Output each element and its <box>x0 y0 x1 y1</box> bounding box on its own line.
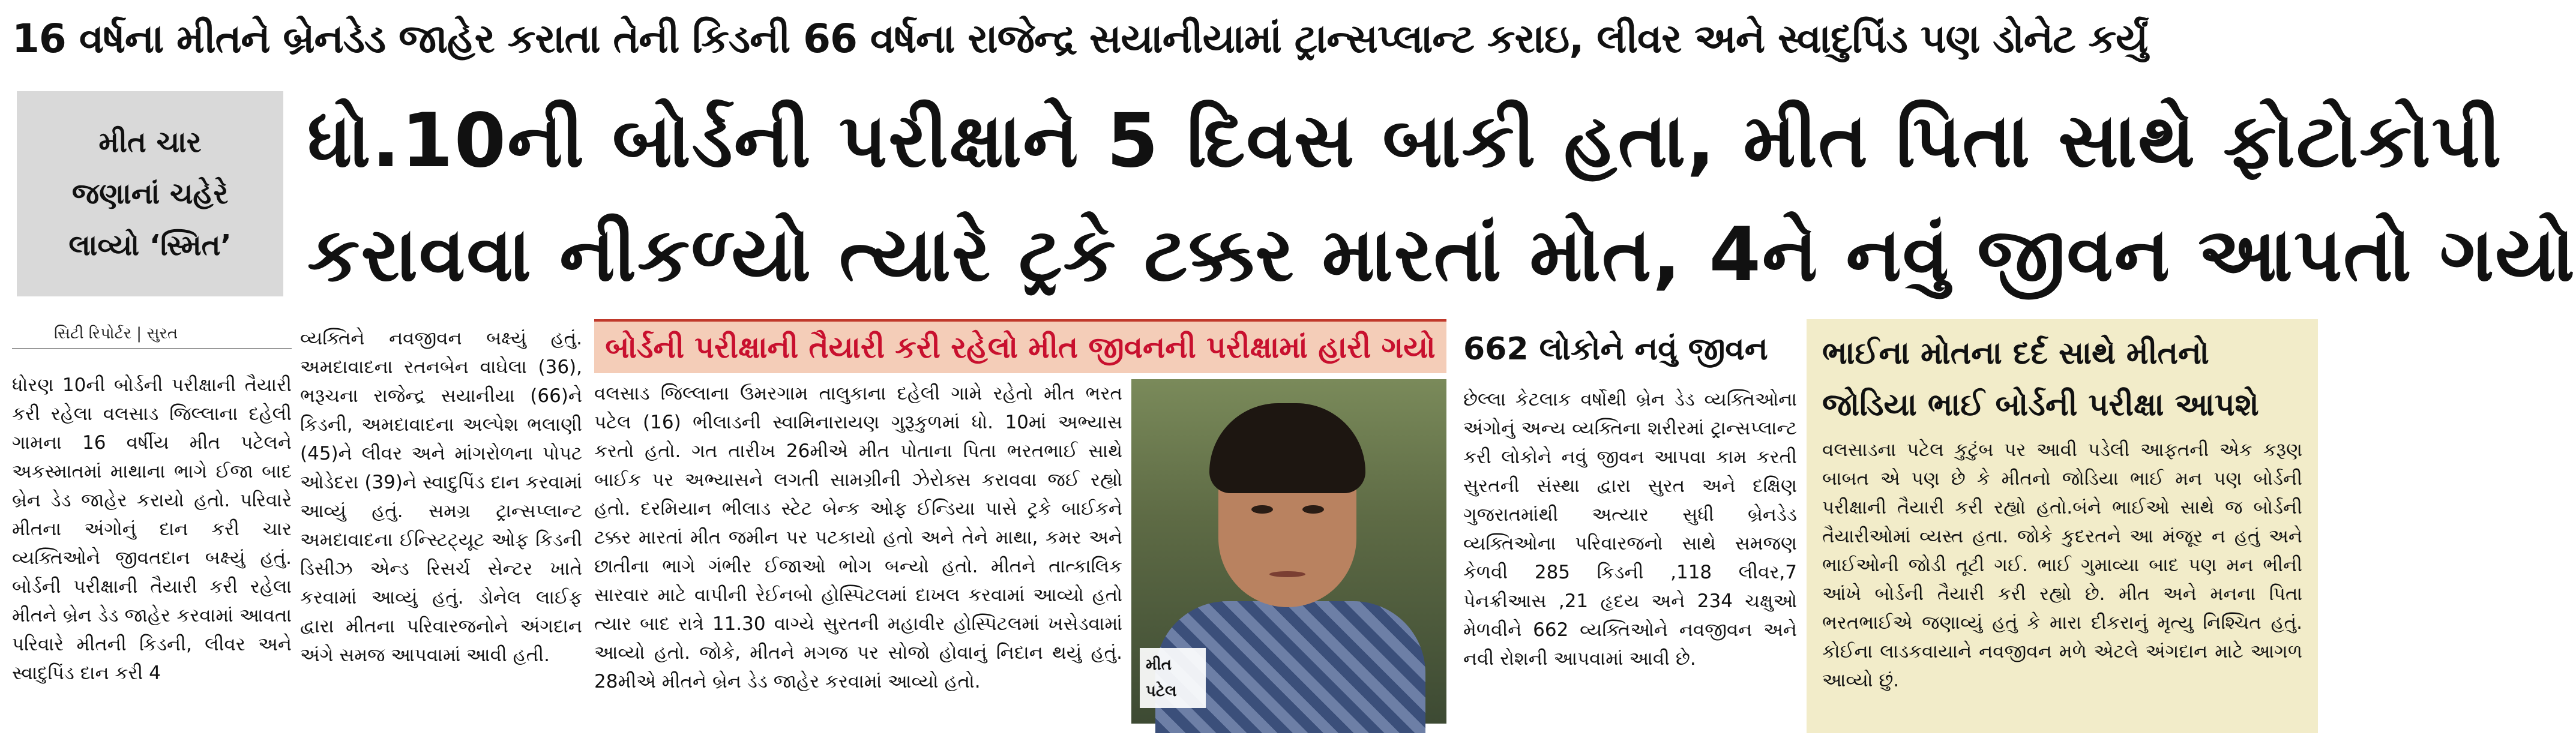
photo-caption-line-1: મીત <box>1146 656 1172 674</box>
column-2-text: વ્યક્તિને નવજીવન બક્ષ્યું હતું. અમદાવાદના રતનબેન વાઘેલા (36), ભરૂચના રાજેન્દ્ર સયાનીયા (66)ને કિડની, અમદાવાદના અલ્પેશ ભલાણી (45)ને લીવર અને માંગરોળના પોપટ ઓડેદરા (39)ને સ્વાદુપિંડ દાન કરવામાં આવ્યું હતું. સમગ્ર ટ્રાન્સપ્લાન્ટ અમદાવાદના ઈન્સ્ટિટ્યૂટ ઓફ કિડની ડિસીઝ એન્ડ રિસર્ચ સેન્ટર ખાતે કરવામાં આવ્યું હતું. ડોનેલ લાઈફ દ્વારા મીતના પરિવારજનોને અંગદાન અંગે સમજ આપવામાં આવી હતી. <box>300 328 582 666</box>
photo-mouth <box>1269 571 1305 577</box>
column-2 <box>300 324 582 738</box>
main-headline <box>307 84 2576 312</box>
photo-eye-left <box>1251 505 1273 514</box>
photo-hair <box>1209 403 1365 493</box>
photo-caption <box>1140 648 1206 708</box>
side-box-line-2: જણાનાં ચહેરે <box>71 177 229 211</box>
column-1-text: ધોરણ 10ની બોર્ડની પરીક્ષાની તૈયારી કરી રહેલા વલસાડ જિલ્લાના દહેલી ગામના 16 વર્ષીય મીત પટેલને અકસ્માતમાં માથાના ભાગે ઈજા બાદ બ્રેન ડેડ જાહેર કરાયો હતો. પરિવારે મીતના અંગોનું દાન કરી ચાર વ્યક્તિઓને જીવતદાન બક્ષ્યું હતું. બોર્ડની પરીક્ષાની તૈયારી કરી રહેલા મીતને બ્રેન ડેડ જાહેર કરવામાં આવતા પરિવારે મીતની કિડની, લીવર અને સ્વાદુપિંડ દાન કરી 4 <box>12 374 292 684</box>
main-headline-line-1: ધો.10ની બોર્ડની પરીક્ષાને 5 દિવસ બાકી હતા, મીત પિતા સાથે ફોટોકોપી <box>307 98 2503 184</box>
column-4 <box>1463 319 1797 733</box>
column-1 <box>12 319 292 733</box>
side-box-line-3: લાવ્યો ‘સ્મિત’ <box>68 229 232 262</box>
main-headline-line-2: કરાવવા નીકળ્યો ત્યારે ટ્રકે ટક્કર મારતાં મોત, 4ને નવું જીવન આપતો ગયો <box>307 212 2576 298</box>
meet-patel-photo <box>1131 379 1446 724</box>
kicker-headline: 16 વર્ષના મીતને બ્રેનડેડ જાહેર કરાતા તેની કિડની 66 વર્ષના રાજેન્દ્ર સયાનીયામાં ટ્રાન્સપ્લાન્ટ કરાઇ, લીવર અને સ્વાદુપિંડ પણ ડોનેટ કર્યું <box>12 16 2148 62</box>
column-3-text: વલસાડ જિલ્લાના ઉમરગામ તાલુકાના દહેલી ગામે રહેતો મીત ભરત પટેલ (16) ભીલાડની સ્વામિનારાયણ ગુરૂકુળમાં ધો. 10માં અભ્યાસ કરતો હતો. ગત તારીખ 26મીએ મીત પોતાના પિતા ભરતભાઈ સાથે બાઈક પર અભ્યાસને લગતી સામગ્રીની ઝેરોક્સ કરાવવા જઈ રહ્યો હતો. દરમિયાન ભીલાડ સ્ટેટ બેન્ક ઓફ ઈન્ડિયા પાસે ટ્રકે બાઈકને ટક્કર મારતાં મીત જમીન પર પટકાયો હતો અને તેને માથા, કમર અને છાતીના ભાગે ગંભીર ઈજાઓ ભોગ બન્યો હતો. મીતને તાત્કાલિક સારવાર માટે વાપીની રેઈનબો હોસ્પિટલમાં દાખલ કરવામાં આવ્યો હતો ત્યાર બાદ રાત્રે 11.30 વાગ્યે સુરતની મહાવીર હોસ્પિટલમાં ખસેડવામાં આવ્યો હતો. જોકે, મીતને મગજ પર સોજો હોવાનું નિદાન થયું હતું. 28મીએ મીતને બ્રેન ડેડ જાહેર કરવામાં આવ્યો હતો. <box>594 383 1122 692</box>
right-box-subhead-1: ભાઈના મોતના દર્દ સાથે મીતનો <box>1822 335 2209 371</box>
column-4-text: છેલ્લા કેટલાક વર્ષોથી બ્રેન ડેડ વ્યક્તિઓના અંગોનું અન્ય વ્યક્તિના શરીરમાં ટ્રાન્સપ્લાન્ટ કરી લોકોને નવું જીવન આપવા કામ કરતી સુરતની સંસ્થા દ્વારા સુરત અને દક્ષિણ ગુજરાતમાંથી અત્યાર સુધી બ્રેનડેડ વ્યક્તિઓના પરિવારજનો સાથે સમજણ કેળવી 285 કિડની ,118 લીવર,7 પેનક્રીઆસ ,21 હૃદય અને 234 ચક્ષુઓ મેળવીને 662 વ્યક્તિઓને નવજીવન અને નવી રોશની આપવામાં આવી છે. <box>1463 389 1797 670</box>
side-box <box>17 91 283 296</box>
side-box-line-1: મીત ચાર <box>98 125 202 159</box>
right-box-subhead-2: જોડિયા ભાઈ બોર્ડની પરીક્ષા આપશે <box>1822 387 2259 423</box>
photo-caption-line-2: પટેલ <box>1146 682 1177 700</box>
byline: સિટી રિપોર્ટર | સુરત <box>12 319 292 349</box>
right-box <box>1807 319 2318 733</box>
photo-eye-right <box>1302 505 1324 514</box>
center-banner <box>594 319 1446 373</box>
column-4-subhead: 662 લોકોને નવું જીવન <box>1463 331 1768 367</box>
center-banner-text: બોર્ડની પરીક્ષાની તૈયારી કરી રહેલો મીત જીવનની પરીક્ષામાં હારી ગયો <box>605 329 1436 365</box>
column-3 <box>594 379 1122 733</box>
right-box-body: વલસાડના પટેલ કુટુંબ પર આવી પડેલી આફતની એક કરૂણ બાબત એ પણ છે કે મીતનો જોડિયા ભાઈ મન પણ બોર્ડની પરીક્ષાની તૈયારી કરી રહ્યો હતો.બંને ભાઈઓ સાથે જ બોર્ડની તૈયારીઓમાં વ્યસ્ત હતા. જોકે કુદરતને આ મંજૂર ન હતું અને ભાઈઓની જોડી તૂટી ગઈ. ભાઈ ગુમાવ્યા બાદ પણ મન ભીની આંખે બોર્ડની તૈયારી કરી રહ્યો છે. મીત અને મનના પિતા ભરતભાઈએ જણાવ્યું હતું કે મારા દીકરાનું મૃત્યુ નિશ્ચિત હતું. કોઈના લાડકવાયાને નવજીવન મળે એટલે અંગદાન માટે આગળ આવ્યો છું. <box>1822 439 2302 691</box>
